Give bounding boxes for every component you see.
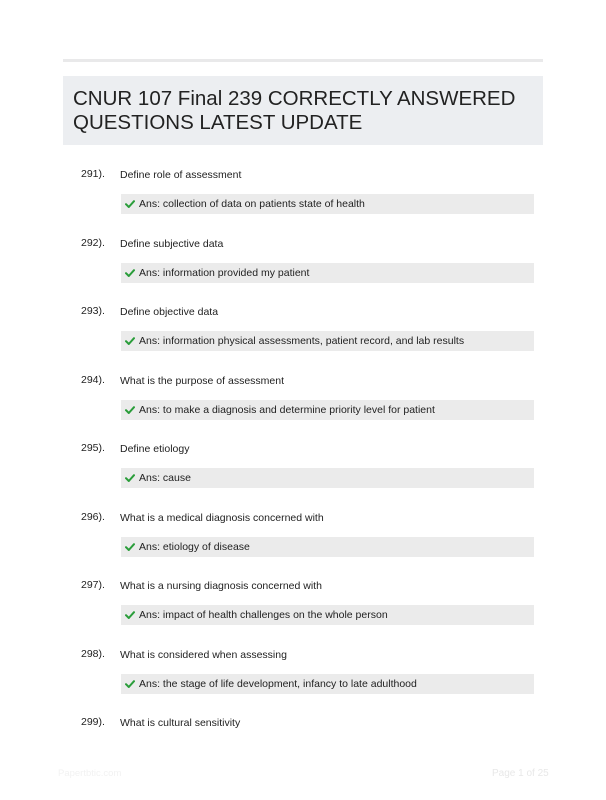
checkmark-icon bbox=[125, 268, 135, 278]
checkmark-icon bbox=[125, 199, 135, 209]
question-number: 298). bbox=[81, 647, 105, 660]
answer-text: Ans: cause bbox=[139, 472, 191, 484]
question-number: 291). bbox=[81, 168, 105, 180]
answer-text: Ans: the stage of life development, infancy to late adulthood bbox=[139, 677, 417, 690]
top-divider bbox=[63, 59, 543, 62]
answer-text: Ans: information physical assessments, patient record, and lab results bbox=[139, 335, 465, 347]
question-text: Define etiology bbox=[120, 443, 190, 455]
question-text: Define subjective data bbox=[120, 237, 224, 250]
answer-box bbox=[121, 263, 534, 283]
question-text: What is a medical diagnosis concerned with bbox=[120, 511, 324, 524]
question-number: 292). bbox=[81, 236, 105, 249]
page-number: Page 1 of 25 bbox=[492, 768, 549, 779]
title-banner bbox=[63, 76, 543, 145]
answer-box bbox=[121, 194, 534, 214]
question-number: 299). bbox=[81, 716, 105, 728]
question-number: 294). bbox=[81, 373, 105, 386]
question-text: Define objective data bbox=[120, 306, 219, 318]
checkmark-icon bbox=[125, 405, 135, 415]
answer-box bbox=[121, 468, 534, 488]
answer-box bbox=[121, 537, 534, 557]
checkmark-icon bbox=[125, 542, 135, 552]
answer-box bbox=[121, 331, 534, 351]
answer-text: Ans: etiology of disease bbox=[139, 540, 250, 553]
answer-box bbox=[121, 400, 534, 420]
document-title: CNUR 107 Final 239 CORRECTLY ANSWERED QUESTIONS LATEST UPDATE bbox=[73, 87, 516, 134]
question-text: Define role of assessment bbox=[120, 169, 242, 181]
answer-text: Ans: information provided my patient bbox=[139, 266, 310, 279]
question-number: 295). bbox=[81, 442, 105, 454]
question-number: 297). bbox=[81, 579, 105, 591]
answer-text: Ans: collection of data on patients state of health bbox=[139, 198, 365, 210]
footer-watermark: Papertbtic.com bbox=[58, 768, 122, 779]
answer-box bbox=[121, 674, 534, 694]
question-text: What is cultural sensitivity bbox=[120, 717, 241, 729]
checkmark-icon bbox=[125, 473, 135, 483]
answer-text: Ans: to make a diagnosis and determine priority level for patient bbox=[139, 403, 435, 416]
answer-box bbox=[121, 605, 534, 625]
question-text: What is the purpose of assessment bbox=[120, 374, 284, 387]
checkmark-icon bbox=[125, 610, 135, 620]
checkmark-icon bbox=[125, 336, 135, 346]
question-number: 296). bbox=[81, 510, 105, 523]
answer-text: Ans: impact of health challenges on the whole person bbox=[139, 609, 388, 621]
question-text: What is considered when assessing bbox=[120, 648, 287, 661]
checkmark-icon bbox=[125, 679, 135, 689]
question-number: 293). bbox=[81, 305, 105, 317]
question-text: What is a nursing diagnosis concerned with bbox=[120, 580, 322, 592]
